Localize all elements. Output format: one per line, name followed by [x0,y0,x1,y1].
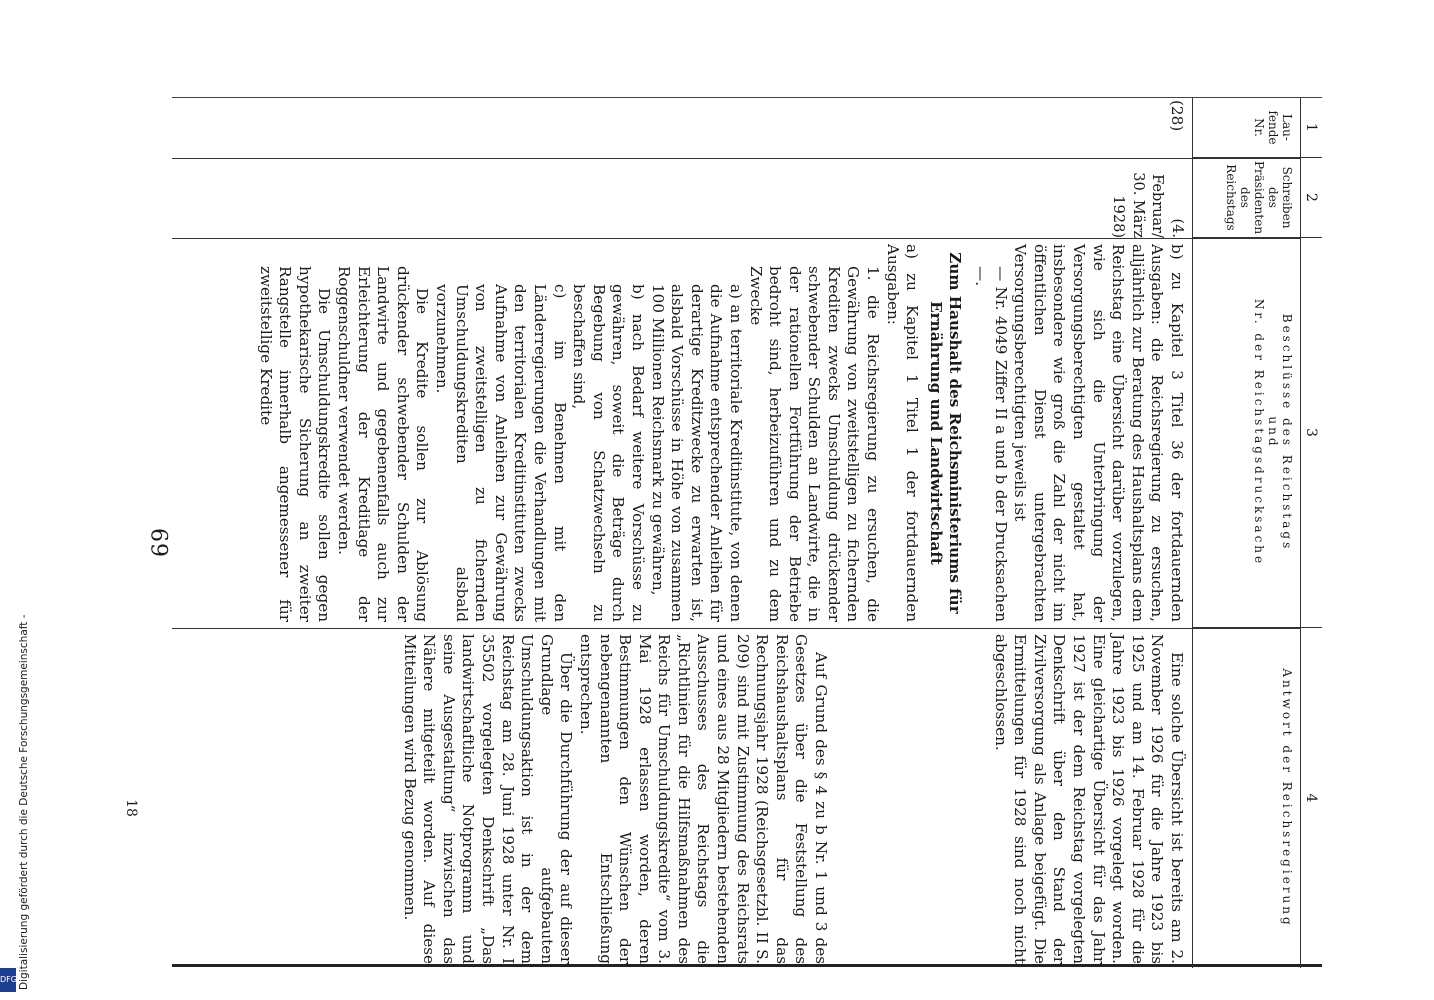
beschluss-column [255,244,1186,622]
beschluss-b-text: b) zu Kapitel 3 Titel 36 der fortdauernden Ausgaben: die Reichsregierung zu ersuchen, alljährlich zur Beratung des Haushaltsplans dem Reichstag eine Übersicht darüber vorzulegen, wie sich die Unterbringung der Versorgungsberechtigten gestaltet hat, insbesondere wie groß die Zahl der nicht im öffentlichen Dienst untergebrachten Versorgungsberechtigten jeweils ist [1011,244,1186,622]
column-header-schreiben: Schreiben des Präsidenten des Reichstags [1193,158,1300,238]
antwort-umschuldung: Auf Grund des § 4 zu b Nr. 1 und 3 des Gesetzes über die Feststellung des Reichshaushaltsplans für das Rechnungsjahr 1928 (Reichsgesetzbl. II S. 209) sind mit Zustimmung des Reichsrats und eines aus 28 Mitgliedern bestehenden Ausschusses des Reichstags die „Richtlinien für die Hilfsmaßnahmen des Reichs für Umschuldungskredite“ vom 3. Mai 1928 erlassen worden, deren Bestimmungen den Wünschen der nebengenannten Entschließung entsprechen. [576,634,831,964]
beschluss-a-sub-b: b) nach Bedarf weitere Vorschüsse zu gewähren, soweit die Beträge durch Begebung von Schatzwechseln zu beschaffen sind, [570,284,647,622]
column-divider [172,238,1300,239]
antwort-column [399,634,1186,964]
column-number-3: 3 [1301,238,1322,628]
antwort-durchfuehrung: Über die Durchführung der auf dieser Grundlage aufgebauten Umschuldungsaktion ist in der dem Reichstag am 28. Juni 1928 unter Nr. I 35502 vorgelegten Denkschrift „Das landwirtschaftliche Notprogramm und seine Ausgestaltung“ inzwischen das Nähere mitgeteilt worden. Auf diese Mitteilungen wird Bezug genommen. [400,634,576,964]
column-number-4: 4 [1303,793,1319,803]
beschluss-closing: Die Kredite sollen zur Ablösung drückender schwebender Schulden der Landwirte und gegebenenfalls auch zur Erleichterung der Kreditlage der Roggenschuldner verwendet werden. [335,266,432,622]
resolution-table [172,97,1322,967]
column-divider [172,628,1300,629]
row-number: (28) [1168,100,1186,132]
column-number-1: 1 [1301,98,1322,158]
antwort-uebersicht: Eine solche Übersicht ist bereits am 2. November 1926 für die Jahre 1923 bis 1925 und am 14. Februar 1928 für die Jahre 1923 bis 1926 vorgelegt worden. Eine gleichartige Übersicht für das Jahr 1927 ist der dem Reichstag vorgelegten Denkschrift über den Stand der Zivilversorgung als Anlage beigefügt. Die Ermittelungen für 1928 sind noch nicht abgeschlossen. [991,634,1186,964]
row-date: (4. Februar/ 30. März 1928) [1110,172,1185,238]
beschluss-a-sub-c: c) im Benehmen mit den Länderregierungen die Verhandlungen mit den territorialen Kreditinstituten zwecks Aufnahme von Anleihen zur Gewährung von zweitstelligen zu fichernden Umschuldungskrediten alsbald vorzunehmen. [433,284,569,622]
haushalt-heading: Zum Haushalt des Reichsministeriums für Ernährung und Landwirtschaft [926,252,965,614]
beschluss-closing-2: Die Umschuldungskredite sollen gegen hypothekarische Sicherung an zweiter Rangstelle innerhalb angemessener für zweitstellige Kredite [256,266,334,622]
column-header-row [1192,98,1300,968]
beschluss-a-intro: a) zu Kapitel 1 Titel 1 der fortdauernden Ausgaben: [883,244,922,622]
digitization-credit-text: Digitalisierung gefördert durch die Deutsche Forschungsgemeinschaft - [18,614,30,990]
column-header-beschluesse: Beschlüsse des Reichstags und Nr. der Reichstagsdrucksache [1193,238,1300,628]
column-number-2: 2 [1301,158,1322,238]
beschluss-a-point-1: 1. die Reichsregierung zu ersuchen, die Gewährung von zweitstelligen zu fichernden Krediten zwecks Umschuldung drückender schwebender Schulden an Landwirte, die in der rationellen Fortführung der Betriebe bedroht sind, herbeizuführen und zu dem Zwecke [746,266,883,622]
sheet-number: 18 [122,799,139,817]
page-number: 69 [149,527,174,557]
beschluss-a-sub-a: a) an territoriale Kreditinstitute, von denen die Aufnahme entsprechender Anleihen für derartige Kreditzwecke zu erwarten ist, alsbald Vorschüsse in Höhe von zusammen 100 Millionen Reichsmark zu gewähren, [648,284,745,622]
column-number-row [1300,98,1322,968]
rotated-document-page [149,97,1322,967]
dfg-logo: DFG [0,968,16,992]
column-header-laufende-nr: Lau- fende Nr. [1193,98,1300,158]
column-header-antwort: Antwort der Reichsregierung [1280,668,1294,928]
digitization-credit [2,604,30,994]
drucksache-reference: — Nr. 4049 Ziffer II a und b der Drucksachen —. [972,266,1010,622]
column-divider [172,158,1300,159]
